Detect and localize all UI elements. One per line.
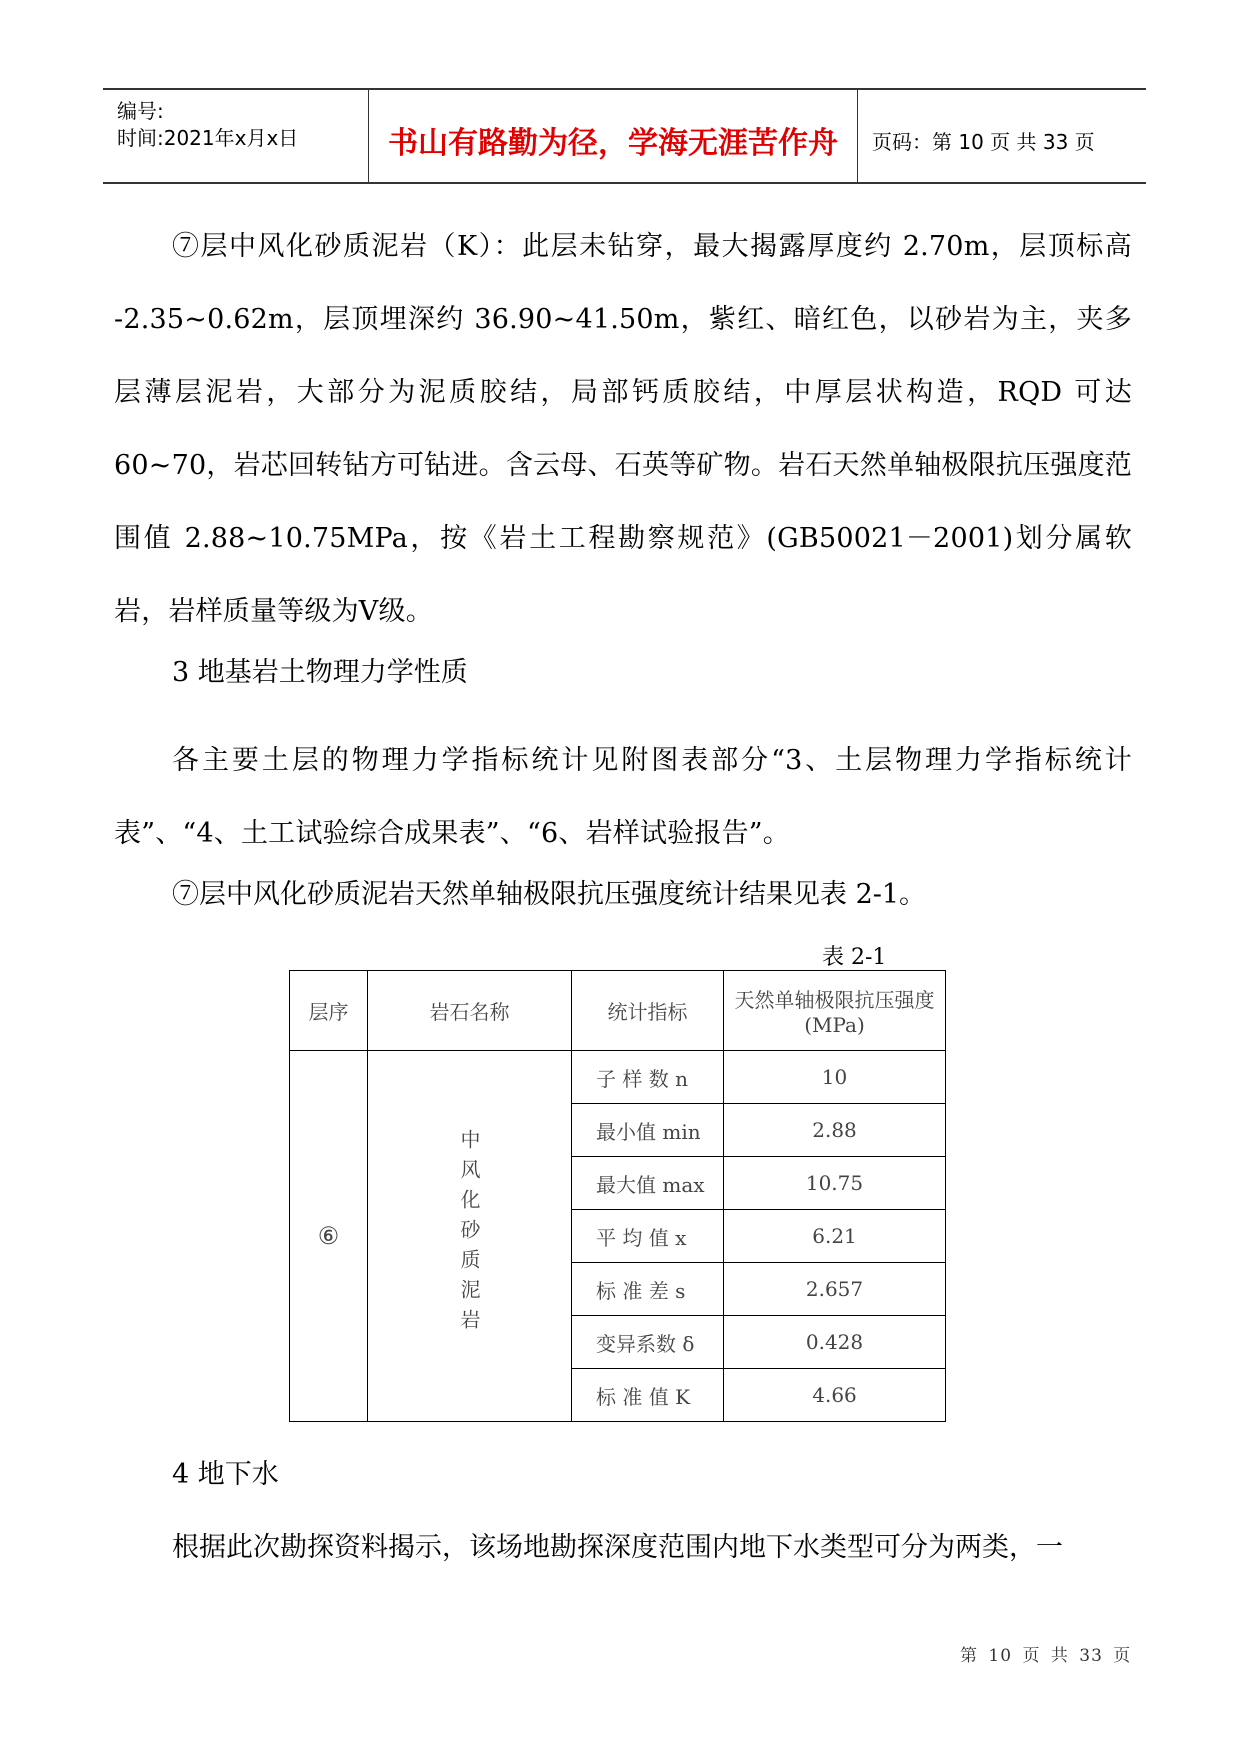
header-page-cell [858,90,1146,182]
paragraph-layer7-description: ⑦层中风化砂质泥岩（K）：此层未钻穿，最大揭露厚度约 2.70m，层顶标高 -2.35~0.62m，层顶埋深约 36.90~41.50m，紫红、暗红色，以砂岩为主，夹多层薄层泥岩，大部分为泥质胶结，局部钙质胶结，中厚层状构造，RQD 可达 60~70，岩芯回转钻方可钻进。含云母、石英等矿物。岩石天然单轴极限抗压强度范围值 2.88~10.75MPa，按《岩土工程勘察规范》(GB50021－2001)划分属软岩，岩样质量等级为Ⅴ级。 [114,231,1132,627]
stat-label: 最小值 min [572,1104,724,1157]
document-number-label: 编号: [117,99,164,123]
header-page-info: 页码：第 10 页 共 33 页 [872,130,1095,154]
header-motto: 书山有路勤为径，学海无涯苦作舟 [388,126,838,161]
header-layer: 层序 [290,971,368,1051]
rock-name: 中风化砂质泥岩 [457,1128,481,1339]
stat-value: 10 [724,1051,946,1104]
stat-label: 平 均 值 x [572,1210,724,1263]
paragraph-groundwater: 根据此次勘探资料揭示，该场地勘探深度范围内地下水类型可分为两类，一 [172,1532,1063,1563]
header-meta [103,90,369,182]
layer-number: ⑥ [290,1051,368,1422]
section-4-heading: 4 地下水 [172,1459,279,1490]
header-rock-name: 岩石名称 [368,971,572,1051]
stat-value: 10.75 [724,1157,946,1210]
document-header [103,88,1146,184]
table-caption: 表 2-1 [822,945,887,970]
stat-value: 0.428 [724,1316,946,1369]
table-row [290,1051,946,1104]
stat-value: 4.66 [724,1369,946,1422]
strength-stats-table [289,970,946,1422]
stat-label: 子 样 数 n [572,1051,724,1104]
stat-label: 最大值 max [572,1157,724,1210]
stat-label: 变异系数 δ [572,1316,724,1369]
stat-value: 2.88 [724,1104,946,1157]
section-3-heading: 3 地基岩土物理力学性质 [172,657,468,688]
header-statistic: 统计指标 [572,971,724,1051]
stat-label: 标 准 差 s [572,1263,724,1316]
header-strength: 天然单轴极限抗压强度(MPa) [724,971,946,1051]
page-footer: 第 10 页 共 33 页 [960,1646,1132,1666]
stat-value: 2.657 [724,1263,946,1316]
paragraph-table-intro: ⑦层中风化砂质泥岩天然单轴极限抗压强度统计结果见表 2-1。 [172,879,927,910]
document-time: 时间:2021年x月x日 [117,126,299,150]
table-header-row [290,971,946,1051]
stat-value: 6.21 [724,1210,946,1263]
rock-name-cell [368,1051,572,1422]
header-motto-cell [369,90,858,182]
stat-label: 标 准 值 K [572,1369,724,1422]
paragraph-soil-properties: 各主要土层的物理力学指标统计见附图表部分“3、土层物理力学指标统计表”、“4、土工试验综合成果表”、“6、岩样试验报告”。 [114,745,1132,849]
